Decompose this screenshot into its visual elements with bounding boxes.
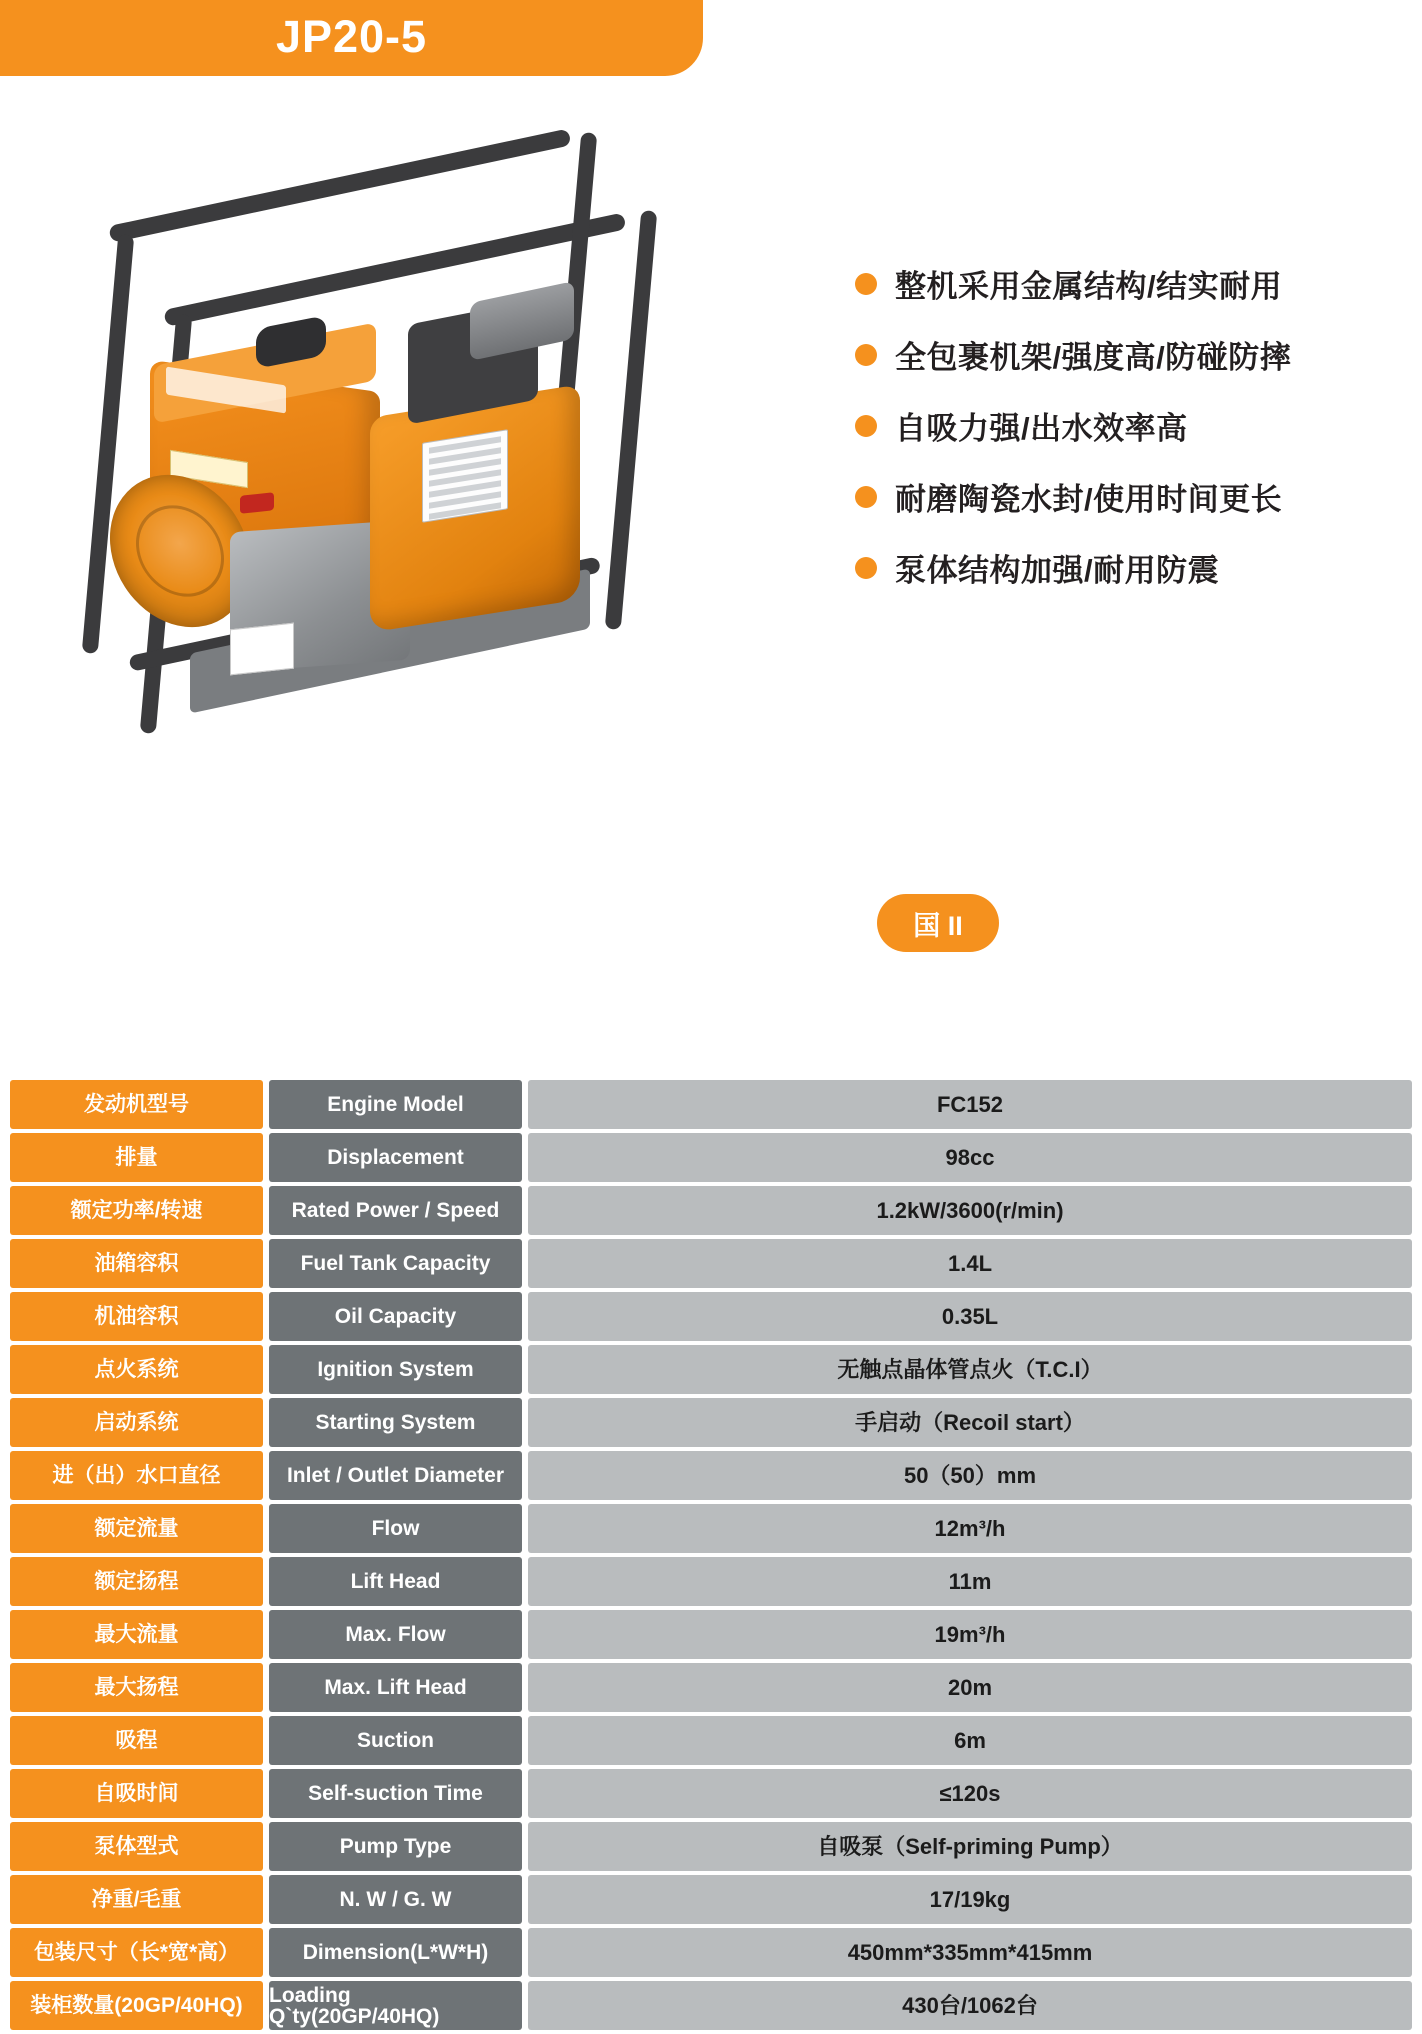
- cage-bar-left: [82, 234, 135, 654]
- spec-label-cn: 额定流量: [10, 1504, 263, 1553]
- table-row: [10, 1716, 1412, 1765]
- spec-label-cn: 启动系统: [10, 1398, 263, 1447]
- spec-label-cn: 包装尺寸（长*宽*高）: [10, 1928, 263, 1977]
- spec-label-en: Inlet / Outlet Diameter: [269, 1451, 522, 1500]
- bullet-dot-icon: [855, 344, 877, 366]
- table-row: [10, 1769, 1412, 1818]
- page-title-banner: [0, 0, 703, 76]
- table-row: [10, 1981, 1412, 2030]
- spec-label-en: Self-suction Time: [269, 1769, 522, 1818]
- spec-label-cn: 最大流量: [10, 1610, 263, 1659]
- hero-section: [0, 76, 1422, 1066]
- spec-label-en: Fuel Tank Capacity: [269, 1239, 522, 1288]
- pump-spec-sticker: [422, 429, 508, 523]
- table-row: [10, 1822, 1412, 1871]
- cage-bar-right-rear: [605, 210, 658, 630]
- spec-value: 98cc: [528, 1133, 1412, 1182]
- spec-value: 20m: [528, 1663, 1412, 1712]
- pump-warning-sticker: [230, 623, 294, 676]
- spec-label-cn: 装柜数量(20GP/40HQ): [10, 1981, 263, 2030]
- table-row: [10, 1610, 1412, 1659]
- spec-label-en: Lift Head: [269, 1557, 522, 1606]
- feature-item: [855, 332, 1395, 377]
- spec-label-en: Oil Capacity: [269, 1292, 522, 1341]
- table-row: [10, 1239, 1412, 1288]
- spec-value: 1.4L: [528, 1239, 1412, 1288]
- spec-value: 自吸泵（Self-priming Pump）: [528, 1822, 1412, 1871]
- feature-label: 整机采用金属结构/结实耐用: [895, 269, 1283, 304]
- table-row: [10, 1504, 1412, 1553]
- feature-label: 全包裹机架/强度高/防碰防摔: [895, 340, 1292, 375]
- spec-label-cn: 发动机型号: [10, 1080, 263, 1129]
- spec-label-en: Loading Q`ty(20GP/40HQ): [269, 1981, 522, 2030]
- feature-item: [855, 474, 1395, 519]
- feature-list: [855, 261, 1395, 616]
- bullet-dot-icon: [855, 486, 877, 508]
- feature-label: 耐磨陶瓷水封/使用时间更长: [895, 482, 1283, 517]
- fuel-valve: [240, 492, 274, 514]
- spec-label-en: Engine Model: [269, 1080, 522, 1129]
- bullet-dot-icon: [855, 273, 877, 295]
- table-row: [10, 1663, 1412, 1712]
- spec-label-en: Suction: [269, 1716, 522, 1765]
- spec-label-cn: 泵体型式: [10, 1822, 263, 1871]
- spec-label-en: Max. Flow: [269, 1610, 522, 1659]
- spec-label-en: Max. Lift Head: [269, 1663, 522, 1712]
- bullet-dot-icon: [855, 415, 877, 437]
- page-title: JP20-5: [275, 11, 428, 62]
- spec-label-en: Rated Power / Speed: [269, 1186, 522, 1235]
- spec-label-cn: 进（出）水口直径: [10, 1451, 263, 1500]
- spec-label-cn: 额定功率/转速: [10, 1186, 263, 1235]
- spec-value: 12m³/h: [528, 1504, 1412, 1553]
- table-row: [10, 1345, 1412, 1394]
- spec-label-cn: 排量: [10, 1133, 263, 1182]
- spec-value: 手启动（Recoil start）: [528, 1398, 1412, 1447]
- emission-standard-badge: 国 II: [877, 894, 999, 952]
- spec-value: 6m: [528, 1716, 1412, 1765]
- table-row: [10, 1928, 1412, 1977]
- spec-label-en: Flow: [269, 1504, 522, 1553]
- table-row: [10, 1133, 1412, 1182]
- spec-label-cn: 最大扬程: [10, 1663, 263, 1712]
- spec-value: 无触点晶体管点火（T.C.I）: [528, 1345, 1412, 1394]
- spec-label-cn: 吸程: [10, 1716, 263, 1765]
- spec-label-cn: 点火系统: [10, 1345, 263, 1394]
- spec-value: 0.35L: [528, 1292, 1412, 1341]
- table-row: [10, 1398, 1412, 1447]
- feature-item: [855, 403, 1395, 448]
- spec-value: 450mm*335mm*415mm: [528, 1928, 1412, 1977]
- table-row: [10, 1875, 1412, 1924]
- spec-value: ≤120s: [528, 1769, 1412, 1818]
- product-image: [40, 186, 800, 786]
- spec-label-cn: 额定扬程: [10, 1557, 263, 1606]
- spec-label-en: Displacement: [269, 1133, 522, 1182]
- spec-value: FC152: [528, 1080, 1412, 1129]
- table-row: [10, 1451, 1412, 1500]
- roll-cage-frame: [70, 226, 710, 746]
- table-row: [10, 1292, 1412, 1341]
- feature-label: 泵体结构加强/耐用防震: [895, 553, 1220, 588]
- feature-item: [855, 261, 1395, 306]
- bullet-dot-icon: [855, 557, 877, 579]
- spec-label-cn: 油箱容积: [10, 1239, 263, 1288]
- spec-label-en: N. W / G. W: [269, 1875, 522, 1924]
- table-row: [10, 1080, 1412, 1129]
- spec-label-cn: 净重/毛重: [10, 1875, 263, 1924]
- spec-value: 11m: [528, 1557, 1412, 1606]
- feature-label: 自吸力强/出水效率高: [895, 411, 1188, 446]
- spec-label-cn: 机油容积: [10, 1292, 263, 1341]
- feature-item: [855, 545, 1395, 590]
- spec-label-en: Starting System: [269, 1398, 522, 1447]
- spec-value: 17/19kg: [528, 1875, 1412, 1924]
- spec-label-cn: 自吸时间: [10, 1769, 263, 1818]
- spec-label-en: Ignition System: [269, 1345, 522, 1394]
- spec-value: 1.2kW/3600(r/min): [528, 1186, 1412, 1235]
- spec-value: 430台/1062台: [528, 1981, 1412, 2030]
- spec-label-en: Dimension(L*W*H): [269, 1928, 522, 1977]
- cage-bar-top: [108, 128, 571, 242]
- spec-value: 19m³/h: [528, 1610, 1412, 1659]
- specification-table: [10, 1080, 1412, 2034]
- pump-outlet-port: [470, 281, 574, 361]
- spec-value: 50（50）mm: [528, 1451, 1412, 1500]
- table-row: [10, 1557, 1412, 1606]
- table-row: [10, 1186, 1412, 1235]
- spec-label-en: Pump Type: [269, 1822, 522, 1871]
